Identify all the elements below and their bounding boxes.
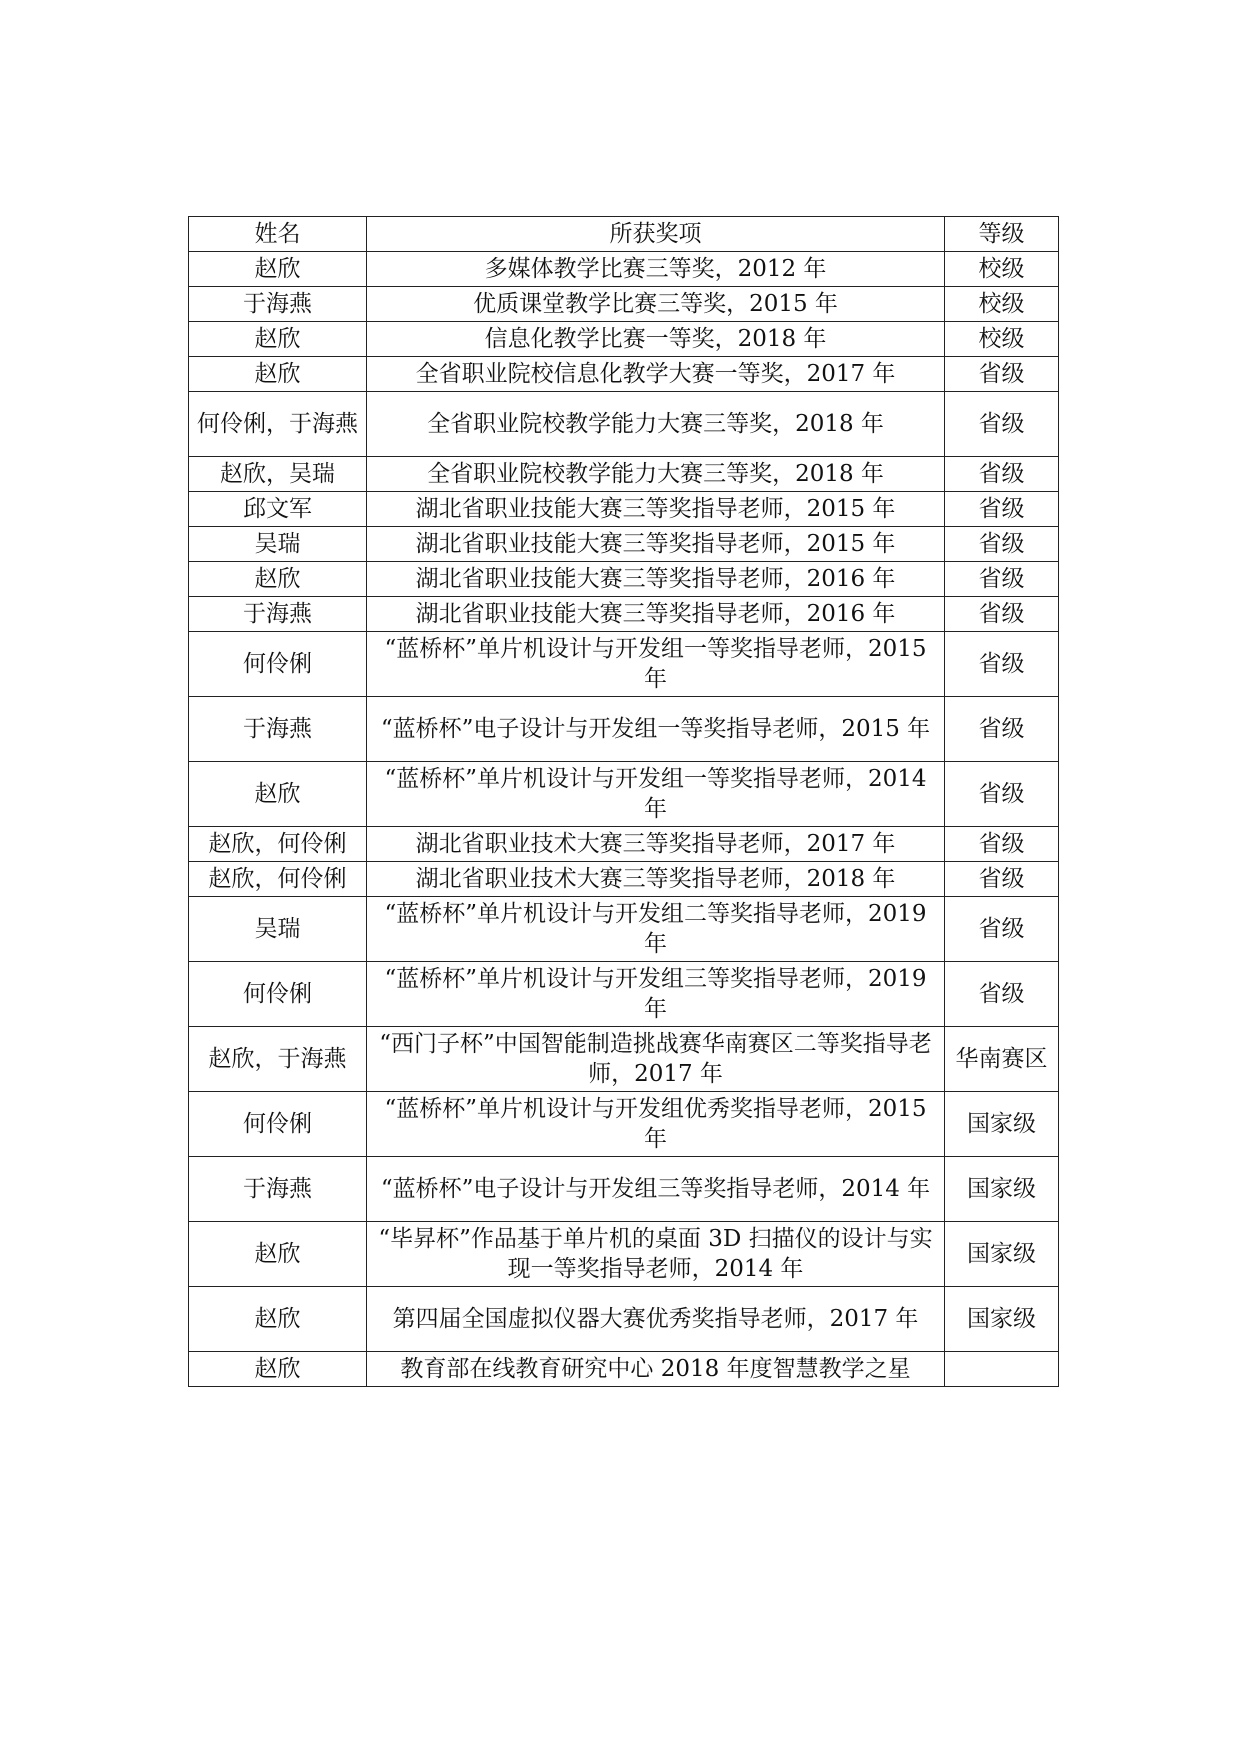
cell-level: 国家级 <box>945 1222 1059 1287</box>
cell-name: 赵欣 <box>189 357 367 392</box>
cell-name: 赵欣 <box>189 1287 367 1352</box>
cell-level: 校级 <box>945 252 1059 287</box>
cell-level: 省级 <box>945 762 1059 827</box>
cell-award: 全省职业院校教学能力大赛三等奖，2018 年 <box>367 457 945 492</box>
cell-award: 湖北省职业技能大赛三等奖指导老师，2015 年 <box>367 527 945 562</box>
cell-name: 赵欣 <box>189 1222 367 1287</box>
cell-level: 华南赛区 <box>945 1027 1059 1092</box>
cell-level: 省级 <box>945 597 1059 632</box>
cell-award: 全省职业院校教学能力大赛三等奖，2018 年 <box>367 392 945 457</box>
cell-award: “蓝桥杯”单片机设计与开发组二等奖指导老师，2019 年 <box>367 897 945 962</box>
cell-award: “蓝桥杯”电子设计与开发组一等奖指导老师，2015 年 <box>367 697 945 762</box>
cell-level: 省级 <box>945 457 1059 492</box>
cell-level: 省级 <box>945 562 1059 597</box>
cell-award: “毕昇杯”作品基于单片机的桌面 3D 扫描仪的设计与实现一等奖指导老师，2014 年 <box>367 1222 945 1287</box>
cell-level: 省级 <box>945 357 1059 392</box>
table-row <box>189 962 1059 1027</box>
table-row <box>189 287 1059 322</box>
cell-name: 吴瑞 <box>189 897 367 962</box>
table-row <box>189 862 1059 897</box>
cell-name: 赵欣 <box>189 562 367 597</box>
cell-award: 教育部在线教育研究中心 2018 年度智慧教学之星 <box>367 1352 945 1387</box>
cell-level: 国家级 <box>945 1287 1059 1352</box>
cell-name: 于海燕 <box>189 1157 367 1222</box>
cell-name: 赵欣 <box>189 322 367 357</box>
cell-name: 邱文军 <box>189 492 367 527</box>
cell-name: 吴瑞 <box>189 527 367 562</box>
cell-level: 省级 <box>945 392 1059 457</box>
cell-name: 赵欣，于海燕 <box>189 1027 367 1092</box>
cell-name: 于海燕 <box>189 287 367 322</box>
table-row <box>189 1027 1059 1092</box>
cell-award: “西门子杯”中国智能制造挑战赛华南赛区二等奖指导老师，2017 年 <box>367 1027 945 1092</box>
cell-level: 校级 <box>945 322 1059 357</box>
cell-name: 何伶俐 <box>189 1092 367 1157</box>
cell-award: 湖北省职业技能大赛三等奖指导老师，2015 年 <box>367 492 945 527</box>
cell-award: “蓝桥杯”电子设计与开发组三等奖指导老师，2014 年 <box>367 1157 945 1222</box>
table-header-row <box>189 217 1059 252</box>
cell-award: 湖北省职业技术大赛三等奖指导老师，2017 年 <box>367 827 945 862</box>
cell-award: 全省职业院校信息化教学大赛一等奖，2017 年 <box>367 357 945 392</box>
table-row <box>189 632 1059 697</box>
cell-name: 赵欣，何伶俐 <box>189 827 367 862</box>
cell-award: 湖北省职业技术大赛三等奖指导老师，2018 年 <box>367 862 945 897</box>
cell-award: 信息化教学比赛一等奖，2018 年 <box>367 322 945 357</box>
table-row <box>189 1352 1059 1387</box>
table-row <box>189 562 1059 597</box>
cell-level: 省级 <box>945 492 1059 527</box>
table-row <box>189 527 1059 562</box>
cell-name: 赵欣 <box>189 1352 367 1387</box>
cell-level: 国家级 <box>945 1157 1059 1222</box>
cell-level: 省级 <box>945 862 1059 897</box>
cell-name: 于海燕 <box>189 597 367 632</box>
cell-name: 于海燕 <box>189 697 367 762</box>
table-row <box>189 827 1059 862</box>
table-row <box>189 1157 1059 1222</box>
cell-name: 赵欣 <box>189 762 367 827</box>
table-row <box>189 697 1059 762</box>
table-row <box>189 457 1059 492</box>
cell-award: “蓝桥杯”单片机设计与开发组一等奖指导老师，2015 年 <box>367 632 945 697</box>
cell-name: 赵欣，吴瑞 <box>189 457 367 492</box>
cell-award: “蓝桥杯”单片机设计与开发组三等奖指导老师，2019 年 <box>367 962 945 1027</box>
cell-name: 赵欣，何伶俐 <box>189 862 367 897</box>
cell-name: 何伶俐 <box>189 632 367 697</box>
cell-level: 省级 <box>945 527 1059 562</box>
table-row <box>189 762 1059 827</box>
cell-name: 何伶俐，于海燕 <box>189 392 367 457</box>
cell-award: “蓝桥杯”单片机设计与开发组优秀奖指导老师，2015 年 <box>367 1092 945 1157</box>
cell-award: 第四届全国虚拟仪器大赛优秀奖指导老师，2017 年 <box>367 1287 945 1352</box>
cell-level: 校级 <box>945 287 1059 322</box>
table-row <box>189 322 1059 357</box>
awards-table <box>188 216 1059 1387</box>
cell-name: 赵欣 <box>189 252 367 287</box>
cell-level <box>945 1352 1059 1387</box>
cell-award: 优质课堂教学比赛三等奖，2015 年 <box>367 287 945 322</box>
cell-level: 省级 <box>945 962 1059 1027</box>
cell-award: 湖北省职业技能大赛三等奖指导老师，2016 年 <box>367 562 945 597</box>
header-level: 等级 <box>945 217 1059 252</box>
cell-level: 省级 <box>945 632 1059 697</box>
cell-level: 省级 <box>945 827 1059 862</box>
table-row <box>189 252 1059 287</box>
cell-level: 省级 <box>945 897 1059 962</box>
table-row <box>189 357 1059 392</box>
header-name: 姓名 <box>189 217 367 252</box>
table-row <box>189 897 1059 962</box>
header-award: 所获奖项 <box>367 217 945 252</box>
cell-award: “蓝桥杯”单片机设计与开发组一等奖指导老师，2014 年 <box>367 762 945 827</box>
cell-award: 湖北省职业技能大赛三等奖指导老师，2016 年 <box>367 597 945 632</box>
cell-level: 国家级 <box>945 1092 1059 1157</box>
cell-level: 省级 <box>945 697 1059 762</box>
cell-award: 多媒体教学比赛三等奖，2012 年 <box>367 252 945 287</box>
table-row <box>189 597 1059 632</box>
table-row <box>189 492 1059 527</box>
table-row <box>189 1092 1059 1157</box>
cell-name: 何伶俐 <box>189 962 367 1027</box>
table-row <box>189 1287 1059 1352</box>
table-row <box>189 392 1059 457</box>
table-row <box>189 1222 1059 1287</box>
